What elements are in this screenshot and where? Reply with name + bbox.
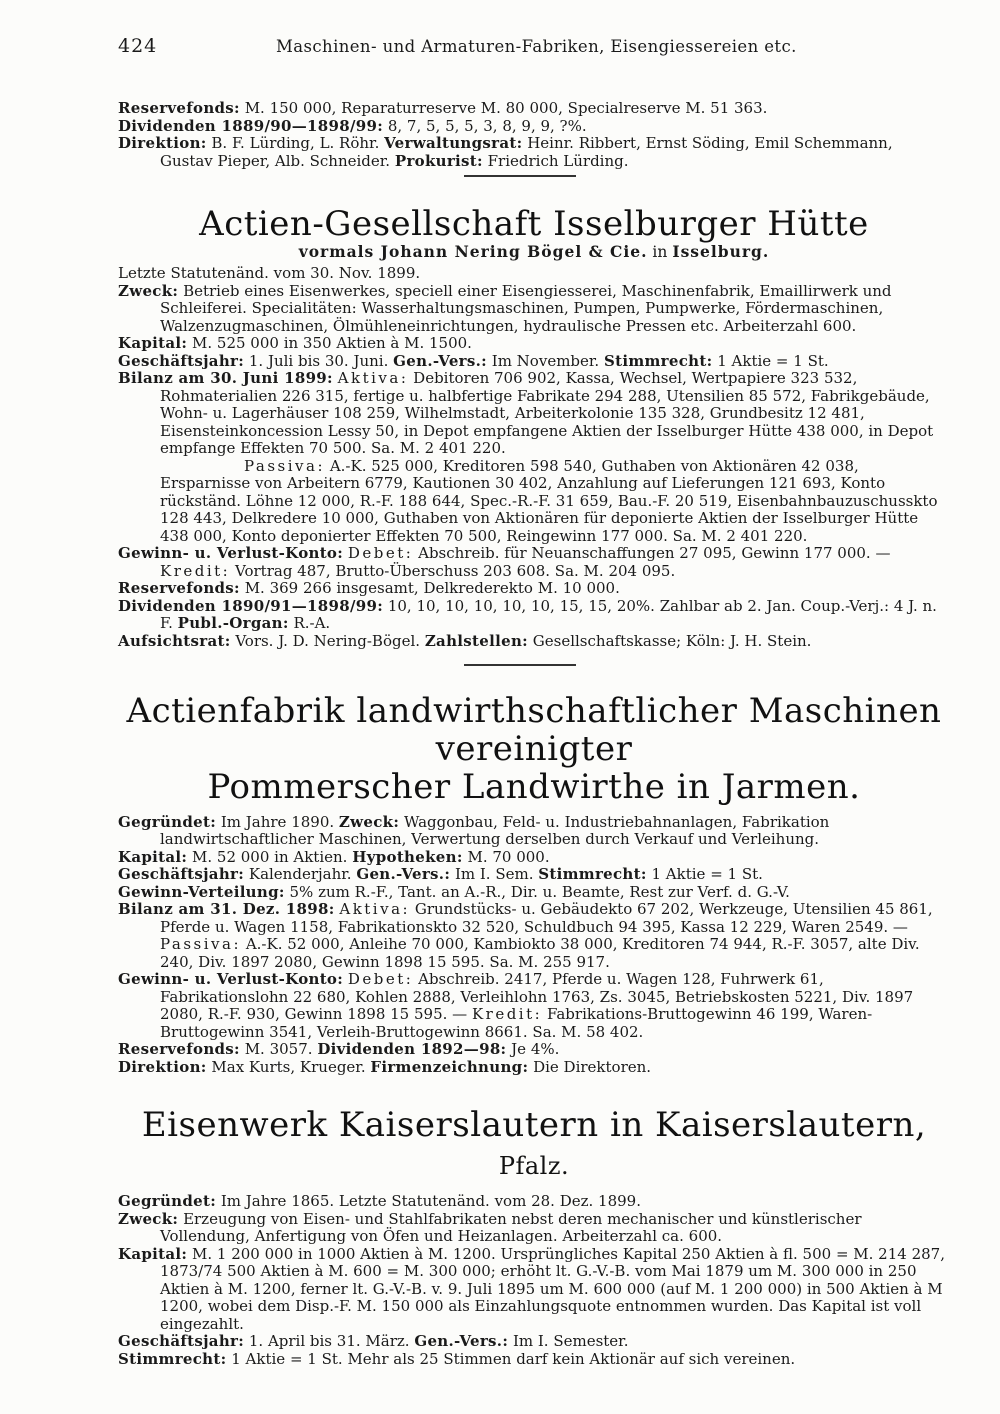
reserve-line: Reservefonds: M. 3057. Dividenden 1892—98: Je 4%.	[118, 1040, 560, 1058]
fiscal-line: Geschäftsjahr: 1. April bis 31. März. Gen.-Vers.: Im I. Semester.	[118, 1332, 629, 1350]
board-line: Aufsichtsrat: Vors. J. D. Nering-Bögel. Zahlstellen: Gesellschaftskasse; Köln: J. H. Stein.	[118, 631, 812, 650]
reserve-line: Reservefonds: M. 369 266 insgesamt, Delkrederekto M. 10 000.	[118, 579, 620, 597]
management-line: Direktion: B. F. Lürding, L. Röhr. Verwaltungsrat: Heinr. Ribbert, Ernst Söding, Emil Schemmann, Gustav Pieper, Alb. Schneider. Prokurist: Friedrich Lürding.	[118, 134, 893, 170]
purpose-line: Zweck: Erzeugung von Eisen- und Stahlfabrikaten nebst deren mechanischer und künstlerischer Vollendung, Anfertigung von Öfen und Heizanlagen. Arbeiterzahl ca. 600.	[118, 1209, 862, 1245]
purpose-line: Zweck: Betrieb eines Eisenwerkes, speciell einer Eisengiesserei, Maschinenfabrik, Emaillirwerk und Schleiferei. Specialitäten: Wasserhaltungsmaschinen, Pumpen, Pumpwerke, Fördermaschinen, Walzenzugmaschinen, Ölmühleneinrichtungen, hydraulische Pressen etc. Arbeiterzahl 600.	[118, 281, 892, 335]
company-entry-jarmen	[118, 692, 950, 1077]
fiscal-line: Geschäftsjahr: 1. Juli bis 30. Juni. Gen.-Vers.: Im November. Stimmrecht: 1 Aktie = 1 St.	[118, 351, 829, 370]
fiscal-line: Geschäftsjahr: Kalenderjahr. Gen.-Vers.: Im I. Sem. Stimmrecht: 1 Aktie = 1 St.	[118, 865, 763, 883]
capital-line: Kapital: M. 1 200 000 in 1000 Aktien à M. 1200. Ursprüngliches Kapital 250 Aktien à fl. 500 = M. 214 287, 1873/74 500 Aktien à M. 600 = M. 300 000; erhöht lt. G.-V.-B. vom Mai 1879 um M. 300 000 in 250 Aktien à M. 1200, ferner lt. G.-V.-B. v. 9. Juli 1895 um M. 600 000 (auf M. 1 200 000) in 500 Aktien à M 1200, wobei dem Disp.-F. M. 150 000 als Einzahlungsquote entnommen wurden. Das Kapital ist voll eingezahlt.	[118, 1244, 945, 1333]
dividend-line: Dividenden 1889/90—1898/99: 8, 7, 5, 5, 5, 3, 8, 9, 9, ?%.	[118, 116, 587, 135]
previous-entry-tail	[118, 100, 950, 170]
profit-distribution-line: Gewinn-Verteilung: 5% zum R.-F., Tant. an A.-R., Dir. u. Beamte, Rest zur Verf. d. G.-V.	[118, 882, 790, 901]
company-title: Eisenwerk Kaiserslautern in Kaiserslautern, Pfalz.	[141, 1105, 927, 1180]
page-number: 424	[118, 35, 158, 57]
company-subtitle: vormals Johann Nering Bögel & Cie. in Isselburg.	[298, 241, 770, 261]
management-line: Direktion: Max Kurts, Krueger. Firmenzeichnung: Die Direktoren.	[118, 1057, 652, 1076]
balance-liabilities: Passiva: A.-K. 525 000, Kreditoren 598 540, Guthaben von Aktionären 42 038, Ersparnisse von Arbeitern 6779, Kautionen 30 402, Anzahlung auf Lieferungen 121 693, Konto rückständ. Löhne 12 000, R.-F. 188 644, Spec.-R.-F. 31 659, Bau.-F. 20 519, Eisenbahnbauzuschusskto 128 443, Delkredere 10 000, Guthaben von Aktionären für deponierte Aktien der Isselburger Hütte 438 000, Konto deponierter Effekten 70 500, Reingewinn 177 000. Sa. M. 2 401 220.	[160, 456, 938, 545]
voting-line: Stimmrecht: 1 Aktie = 1 St. Mehr als 25 Stimmen darf kein Aktionär auf sich vereinen.	[118, 1349, 796, 1368]
capital-line: Kapital: M. 52 000 in Aktien. Hypotheken: M. 70 000.	[118, 847, 550, 866]
company-entry-kaiserslautern	[118, 1106, 950, 1368]
profit-loss-line: Gewinn- u. Verlust-Konto: Debet: Abschreib. 2417, Pferde u. Wagen 128, Fuhrwerk 61, Fabrikationslohn 22 680, Kohlen 2888, Verleihlohn 1763, Zs. 3045, Betriebskosten 5221, Div. 1897 2080, R.-F. 930, Gewinn 1898 15 595. — Kredit: Fabrikations-Bruttogewinn 46 199, Waren-Bruttogewinn 3541, Verleih-Bruttogewinn 8661. Sa. M. 58 402.	[118, 970, 914, 1041]
section-divider	[464, 175, 576, 177]
founded-line: Gegründet: Im Jahre 1865. Letzte Statutenänd. vom 28. Dez. 1899.	[118, 1192, 641, 1210]
running-title: Maschinen- und Armaturen-Fabriken, Eisengiessereien etc.	[276, 37, 797, 56]
balance-assets: Bilanz am 30. Juni 1899: Aktiva: Debitoren 706 902, Kassa, Wechsel, Wertpapiere 323 532, Rohmaterialien 226 315, fertige u. halbfertige Fabrikate 294 288, Utensilien 85 572, Fabrikgebäude, Wohn- u. Lagerhäuser 108 259, Wilhelmstadt, Arbeiterkolonie 135 328, Grundbesitz 12 481, Eisensteinkoncession Lessy 50, in Depot empfangene Aktien der Isselburger Hütte 438 000, in Depot empfange Effekten 70 500. Sa. M. 2 401 220.	[118, 369, 934, 457]
reserve-line: Reservefonds: M. 150 000, Reparaturreserve M. 80 000, Specialreserve M. 51 363.	[118, 99, 768, 117]
profit-loss-line: Gewinn- u. Verlust-Konto: Debet: Abschreib. für Neuanschaffungen 27 095, Gewinn 177 000. — Kredit: Vortrag 487, Brutto-Überschuss 203 608. Sa. M. 204 095.	[118, 544, 891, 580]
company-title: Actienfabrik landwirthschaftlicher Maschinen vereinigter Pommerscher Landwirthe in Jarmen.	[126, 690, 942, 807]
section-divider	[464, 664, 576, 666]
company-title: Actien-Gesellschaft Isselburger Hütte	[199, 203, 869, 244]
capital-line: Kapital: M. 525 000 in 350 Aktien à M. 1500.	[118, 334, 472, 352]
company-entry-isselburger	[118, 205, 950, 651]
page-header	[118, 35, 950, 68]
founded-line: Gegründet: Im Jahre 1890. Zweck: Waggonbau, Feld- u. Industriebahnanlagen, Fabrikation landwirtschaftlicher Maschinen, Verwertung derselben durch Verkauf und Verleihung.	[118, 812, 830, 848]
dividend-line: Dividenden 1890/91—1898/99: 10, 10, 10, 10, 10, 10, 15, 15, 20%. Zahlbar ab 2. Jan. Coup.-Verj.: 4 J. n. F. Publ.-Organ: R.-A.	[118, 596, 937, 632]
balance-line: Bilanz am 31. Dez. 1898: Aktiva: Grundstücks- u. Gebäudekto 67 202, Werkzeuge, Utensilien 45 861, Pferde u. Wagen 1158, Fabrikationskto 32 520, Schuldbuch 94 395, Kassa 12 229, Waren 2549. — Passiva: A.-K. 52 000, Anleihe 70 000, Kambiokto 38 000, Kreditoren 74 944, R.-F. 3057, alte Div. 240, Div. 1897 2080, Gewinn 1898 15 595. Sa. M. 255 917.	[118, 900, 933, 971]
statute-line: Letzte Statutenänd. vom 30. Nov. 1899.	[118, 264, 421, 282]
